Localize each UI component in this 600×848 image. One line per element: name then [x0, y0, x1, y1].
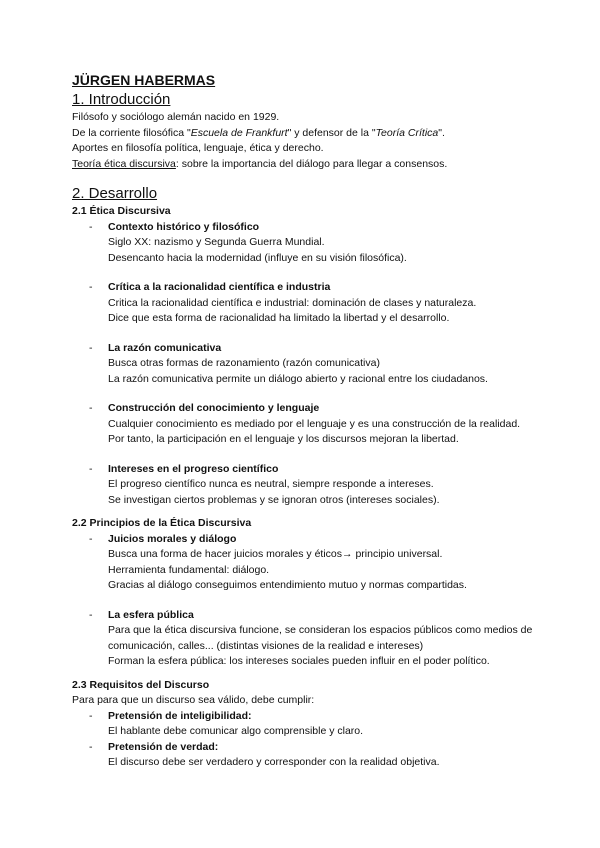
list-item-title: Crítica a la racionalidad científica e industria	[108, 281, 331, 293]
intro-line-2-b: " y defensor de la "	[287, 126, 376, 139]
list-item	[72, 462, 542, 509]
dash-bullet: -	[89, 281, 93, 293]
intro-line-2	[72, 126, 542, 142]
section-desarrollo-heading: 2. Desarrollo	[72, 185, 158, 202]
list-item	[72, 220, 542, 267]
dash-bullet: -	[89, 608, 93, 621]
dash-bullet: -	[89, 740, 93, 753]
list-item-title: Intereses en el progreso científico	[108, 462, 279, 475]
list-item	[72, 532, 542, 594]
dash-bullet: -	[89, 532, 93, 545]
list-item-line: El progreso científico nunca es neutral, siempre responde a intereses.	[108, 478, 434, 490]
list-item-title: Pretensión de verdad:	[108, 740, 219, 753]
list-item	[72, 401, 542, 448]
list-item-line: Desencanto hacia la modernidad (influye en su visión filosófica).	[108, 251, 407, 264]
list-item-line: Busca otras formas de razonamiento (razón comunicativa)	[108, 357, 380, 369]
dash-bullet: -	[89, 462, 93, 475]
list-item	[72, 709, 542, 740]
list-item-title: Juicios morales y diálogo	[108, 532, 237, 545]
list-item	[72, 608, 542, 670]
dash-bullet: -	[89, 709, 93, 722]
teoria-etica-link: Teoría ética discursiva	[72, 157, 176, 170]
list-item-title: Contexto histórico y filosófico	[108, 220, 260, 233]
subsection-2-1-heading: 2.1 Ética Discursiva	[72, 205, 171, 217]
list-item-line: Por tanto, la participación en el lenguaje y los discursos mejoran la libertad.	[108, 433, 459, 445]
list-item	[72, 341, 542, 388]
intro-line-2-escuela: Escuela de Frankfurt	[190, 126, 288, 139]
intro-line-2-c: ".	[438, 126, 445, 139]
intro-line-4	[72, 157, 542, 173]
subsection-2-3-heading: 2.3 Requisitos del Discurso	[72, 678, 210, 691]
intro-line-1: Filósofo y sociólogo alemán nacido en 1929.	[72, 111, 280, 123]
list-item-line: Critica la racionalidad científica e industrial: dominación de clases y naturaleza.	[108, 296, 477, 309]
subsection-2-3-intro: Para para que un discurso sea válido, debe cumplir:	[72, 694, 315, 706]
list-item-line: Para que la ética discursiva funcione, se consideran los espacios públicos como medios de comunicación, calles... (distintas visiones de la realidad e intereses)	[108, 624, 533, 652]
list-item-title: Construcción del conocimiento y lenguaje	[108, 402, 320, 414]
list-item-line: Siglo XX: nazismo y Segunda Guerra Mundial.	[108, 236, 325, 248]
list-item	[72, 280, 542, 327]
intro-line-2-teoria: Teoría Crítica	[375, 126, 439, 139]
dash-bullet: -	[89, 402, 93, 414]
list-item-line: Forman la esfera pública: los intereses sociales pueden influir en el poder político.	[108, 655, 490, 667]
list-item-line: Dice que esta forma de racionalidad ha limitado la libertad y el desarrollo.	[108, 312, 450, 324]
list-item-line: Cualquier conocimiento es mediado por el lenguaje y es una construcción de la realidad.	[108, 417, 521, 430]
intro-line-4-rest: : sobre la importancia del diálogo para llegar a consensos.	[175, 157, 448, 170]
list-item-line: El hablante debe comunicar algo comprensible y claro.	[108, 725, 364, 737]
intro-line-2-a: De la corriente filosófica "	[72, 126, 191, 139]
dash-bullet: -	[89, 341, 93, 354]
list-item-title: La razón comunicativa	[108, 341, 222, 354]
intro-line-3: Aportes en filosofía política, lenguaje, ética y derecho.	[72, 142, 324, 154]
list-item-line: Gracias al diálogo conseguimos entendimiento mutuo y normas compartidas.	[108, 579, 467, 591]
list-item-line: Busca una forma de hacer juicios morales y éticos→ principio universal.	[108, 548, 443, 560]
document-page	[72, 72, 542, 771]
subsection-2-2-list	[72, 532, 542, 670]
document-title: JÜRGEN HABERMAS	[72, 72, 216, 88]
list-item-line: Herramienta fundamental: diálogo.	[108, 563, 270, 576]
list-item-line: La razón comunicativa permite un diálogo abierto y racional entre los ciudadanos.	[108, 372, 488, 385]
list-item-line: Se investigan ciertos problemas y se ignoran otros (intereses sociales).	[108, 493, 440, 506]
list-item	[72, 740, 542, 771]
section-introduccion-heading: 1. Introducción	[72, 91, 171, 108]
list-item-title: La esfera pública	[108, 608, 194, 621]
subsection-2-1-list	[72, 220, 542, 509]
subsection-2-3-list	[72, 709, 542, 771]
subsection-2-2-heading: 2.2 Principios de la Ética Discursiva	[72, 517, 252, 529]
list-item-line: El discurso debe ser verdadero y corresponder con la realidad objetiva.	[108, 756, 440, 768]
dash-bullet: -	[89, 220, 93, 233]
list-item-title: Pretensión de inteligibilidad:	[108, 709, 252, 722]
